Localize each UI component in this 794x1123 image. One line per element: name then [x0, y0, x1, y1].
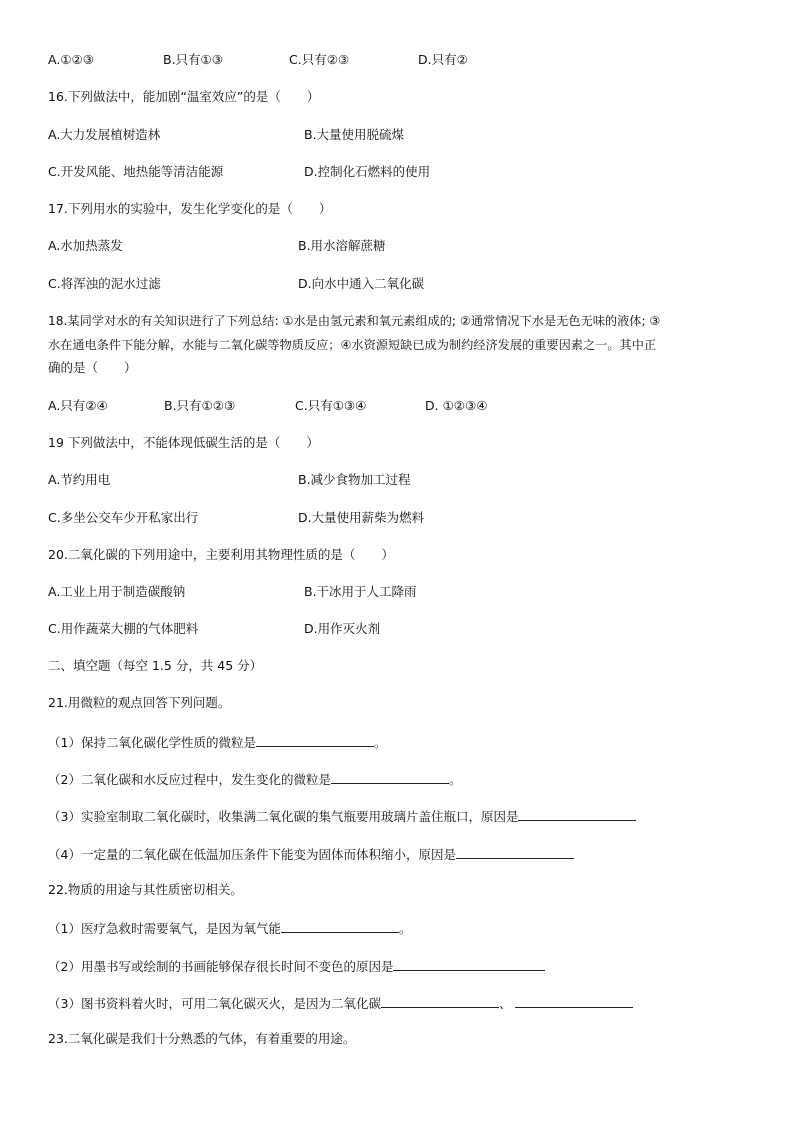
q20-option-b: B.干冰用于人工降雨 — [304, 584, 417, 599]
q17-option-b: B.用水溶解蔗糖 — [298, 238, 386, 253]
q21-part-2-period: 。 — [448, 772, 462, 787]
q16-option-d: D.控制化石燃料的使用 — [304, 164, 431, 179]
q20-stem — [48, 546, 394, 564]
q21-part-4-text: （4）一定量的二氧化碳在低温加压条件下能变为固体而体积缩小，原因是 — [48, 847, 456, 862]
q20-option-d: D.用作灭火剂 — [304, 621, 381, 636]
q15-option-b: B.只有①③ — [163, 52, 223, 67]
q20-option-c: C.用作蔬菜大棚的气体肥料 — [48, 621, 199, 636]
q19-option-a: A.节约用电 — [48, 472, 111, 487]
q22-part-1-period: 。 — [398, 921, 412, 936]
q22-stem: 22.物质的用途与其性质密切相关。 — [48, 882, 243, 897]
q17-option-d: D.向水中通入二氧化碳 — [298, 276, 425, 291]
q22-part-1-text: （1）医疗急救时需要氧气，是因为氧气能 — [48, 921, 281, 936]
q18-line-1: 18.某同学对水的有关知识进行了下列总结: ①水是由氢元素和氧元素组成的; ②通常情况下水是无色无味的液体; ③ — [48, 314, 661, 328]
q20-stem-close: ） — [381, 547, 394, 562]
q18-option-b: B.只有①②③ — [164, 398, 236, 413]
q22-part-3-separator: 、 — [498, 996, 512, 1011]
q21-part-1-text: （1）保持二氧化碳化学性质的微粒是 — [48, 735, 256, 750]
q21-part-1 — [48, 732, 386, 752]
q22-part-3-blank-2[interactable] — [515, 993, 633, 1008]
q21-stem: 21.用微粒的观点回答下列问题。 — [48, 695, 231, 710]
q15-option-d: D.只有② — [418, 52, 468, 67]
q17-option-a: A.水加热蒸发 — [48, 238, 123, 253]
q16-option-b: B.大量使用脱硫煤 — [304, 127, 405, 142]
q21-part-2-text: （2）二氧化碳和水反应过程中，发生变化的微粒是 — [48, 772, 331, 787]
q22-part-2-text: （2）用墨书写或绘制的书画能够保存很长时间不变色的原因是 — [48, 959, 394, 974]
q21-part-1-blank[interactable] — [256, 732, 374, 747]
q18-line-2: 水在通电条件下能分解，水能与二氧化碳等物质反应；④水资源短缺已成为制约经济发展的重要因素之一。其中正 — [48, 338, 657, 352]
q19-option-d: D.大量使用薪柴为燃料 — [298, 510, 425, 525]
q23-stem: 23.二氧化碳是我们十分熟悉的气体，有着重要的用途。 — [48, 1031, 356, 1046]
q21-part-1-period: 。 — [373, 735, 387, 750]
q16-stem — [48, 88, 319, 106]
q18-option-a: A.只有②④ — [48, 398, 108, 413]
q21-part-2 — [48, 769, 461, 789]
q21-part-4-blank[interactable] — [456, 844, 574, 859]
q16-stem-text: 16.下列做法中，能加剧“温室效应”的是（ — [48, 89, 281, 104]
q17-stem-text: 17.下列用水的实验中，发生化学变化的是（ — [48, 201, 293, 216]
q19-option-c: C.多坐公交车少开私家出行 — [48, 510, 199, 525]
q17-stem-close: ） — [318, 201, 332, 216]
q18-line-3 — [48, 359, 137, 377]
q16-stem-close: ） — [306, 89, 320, 104]
q21-part-3-text: （3）实验室制取二氧化碳时，收集满二氧化碳的集气瓶要用玻璃片盖住瓶口，原因是 — [48, 809, 519, 824]
q18-option-c: C.只有①③④ — [295, 398, 367, 413]
q21-part-3-blank[interactable] — [518, 806, 636, 821]
q22-part-3 — [48, 993, 633, 1013]
q22-part-1-blank[interactable] — [281, 918, 399, 933]
q19-stem-close: ） — [306, 435, 319, 450]
q22-part-3-text: （3）图书资料着火时，可用二氧化碳灭火，是因为二氧化碳 — [48, 996, 381, 1011]
q21-part-4 — [48, 844, 574, 864]
q22-part-2-blank[interactable] — [393, 956, 545, 971]
q18-option-d: D. ①②③④ — [425, 398, 488, 413]
q16-option-c: C.开发风能、地热能等清洁能源 — [48, 164, 224, 179]
q22-part-3-blank-1[interactable] — [381, 993, 499, 1008]
q20-stem-text: 20.二氧化碳的下列用途中，主要利用其物理性质的是（ — [48, 547, 356, 562]
section-2-heading: 二、填空题（每空 1.5 分，共 45 分） — [48, 658, 263, 673]
q17-stem — [48, 200, 331, 218]
q20-option-a: A.工业上用于制造碳酸钠 — [48, 584, 186, 599]
q15-option-c: C.只有②③ — [289, 52, 350, 67]
q18-line-3-close: ） — [124, 360, 137, 375]
q16-option-a: A.大力发展植树造林 — [48, 127, 161, 142]
q17-option-c: C.将浑浊的泥水过滤 — [48, 276, 161, 291]
q21-part-3 — [48, 806, 636, 826]
q19-stem — [48, 434, 319, 452]
q18-line-3-text: 确的是（ — [48, 360, 99, 375]
q19-option-b: B.减少食物加工过程 — [298, 472, 411, 487]
q22-part-1 — [48, 918, 411, 938]
q15-option-a: A.①②③ — [48, 52, 94, 67]
q19-stem-text: 19 下列做法中，不能体现低碳生活的是（ — [48, 435, 281, 450]
q21-part-2-blank[interactable] — [331, 769, 449, 784]
q22-part-2 — [48, 956, 545, 976]
